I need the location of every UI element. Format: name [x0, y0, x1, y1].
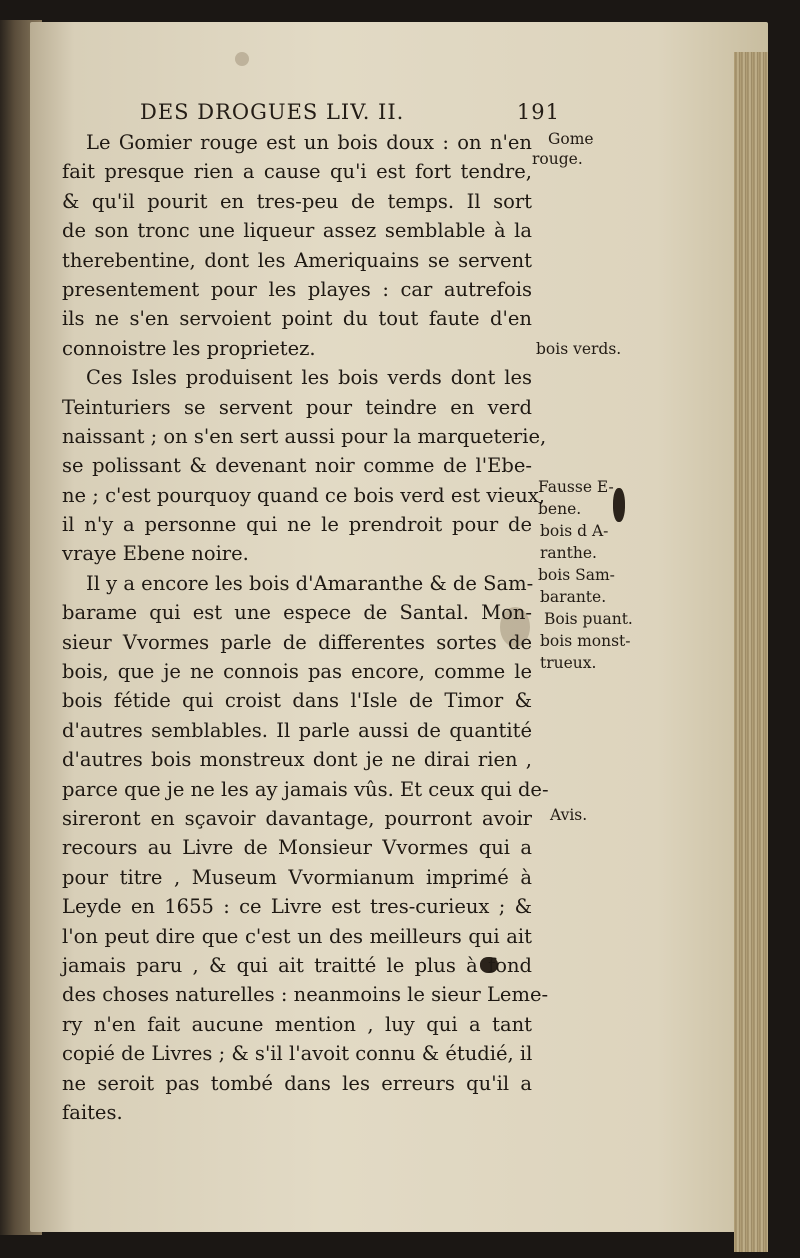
text-line: sieur Vvormes parle de differentes sortes de: [62, 630, 532, 654]
text-line: d'autres semblables. Il parle aussi de quantité: [62, 718, 532, 742]
text-line: bois, que je ne connois pas encore, comme le: [62, 660, 532, 684]
text-line: il n'y a personne qui ne le prendroit pour de: [62, 513, 532, 537]
margin-note: barante.: [540, 588, 607, 606]
text-line: fait presque rien a cause qu'i est fort tendre,: [62, 160, 532, 184]
margin-note: bois d A-: [540, 522, 609, 540]
margin-note: trueux.: [540, 654, 597, 672]
page-number: 191: [516, 100, 560, 124]
text-line: Ces Isles produisent les bois verds dont les: [86, 366, 532, 390]
text-line: ils ne s'en servoient point du tout faute d'en: [62, 307, 532, 331]
text-line: l'on peut dire que c'est un des meilleurs qui ait: [62, 924, 532, 948]
text-line: therebentine, dont les Ameriquains se servent: [62, 248, 532, 272]
text-line: & qu'il pourit en tres-peu de temps. Il sort: [62, 189, 532, 213]
text-line: vraye Ebene noire.: [62, 542, 249, 566]
text-line: Le Gomier rouge est un bois doux : on n'en: [86, 131, 532, 154]
text-line: parce que je ne les ay jamais vûs. Et ceux qui de-: [62, 777, 549, 801]
text-line: Teinturiers se servent pour teindre en verd: [62, 395, 532, 419]
text-line: sireront en sçavoir davantage, pourront avoir: [62, 806, 532, 830]
text-line: des choses naturelles : neanmoins le sieur Leme-: [62, 983, 549, 1007]
margin-note: Gome: [548, 130, 594, 148]
text-line: recours au Livre de Monsieur Vvormes qui a: [62, 836, 532, 860]
page-fore-edge: [734, 52, 768, 1252]
margin-note: bene.: [538, 500, 582, 518]
text-line: barame qui est une espece de Santal. Mon-: [62, 601, 532, 625]
text-line: faites.: [62, 1100, 123, 1124]
body-text: [62, 128, 549, 1127]
text-line: pour titre , Museum Vvormianum imprimé à: [62, 865, 532, 889]
margin-note: bois monst-: [540, 632, 631, 650]
text-line: copié de Livres ; & s'il l'avoit connu & étudié, il: [62, 1042, 533, 1066]
text-line: jamais paru , & qui ait traitté le plus à fond: [62, 953, 532, 977]
margin-note: bois Sam-: [538, 566, 615, 584]
running-title: DES DROGUES LIV. II.: [140, 100, 405, 124]
text-line: connoistre les proprietez.: [62, 336, 316, 360]
margin-note: Fausse E-: [538, 478, 614, 496]
text-line: ry n'en fait aucune mention , luy qui a tant: [62, 1012, 532, 1036]
margin-note: bois verds.: [536, 340, 622, 358]
stain-mark: [235, 52, 249, 66]
ink-blot: [613, 488, 625, 522]
margin-note: Bois puant.: [544, 610, 633, 628]
text-line: de son tronc une liqueur assez semblable à la: [62, 219, 532, 243]
text-line: ne ; c'est pourquoy quand ce bois verd est vieux,: [62, 483, 545, 507]
text-line: naissant ; on s'en sert aussi pour la marqueterie,: [62, 424, 547, 448]
text-line: se polissant & devenant noir comme de l'Ebe-: [62, 454, 532, 478]
text-line: Leyde en 1655 : ce Livre est tres-curieux ; &: [62, 895, 532, 919]
text-line: presentement pour les playes : car autrefois: [62, 277, 532, 301]
margin-note: ranthe.: [540, 544, 597, 562]
text-line: ne seroit pas tombé dans les erreurs qu'il a: [62, 1071, 532, 1095]
text-line: Il y a encore les bois d'Amaranthe & de Sam-: [86, 571, 534, 595]
margin-note: rouge.: [532, 150, 583, 168]
text-line: bois fétide qui croist dans l'Isle de Timor &: [62, 689, 532, 713]
running-head: [140, 100, 560, 130]
margin-note: Avis.: [550, 806, 588, 824]
text-line: d'autres bois monstreux dont je ne dirai rien ,: [62, 748, 532, 772]
